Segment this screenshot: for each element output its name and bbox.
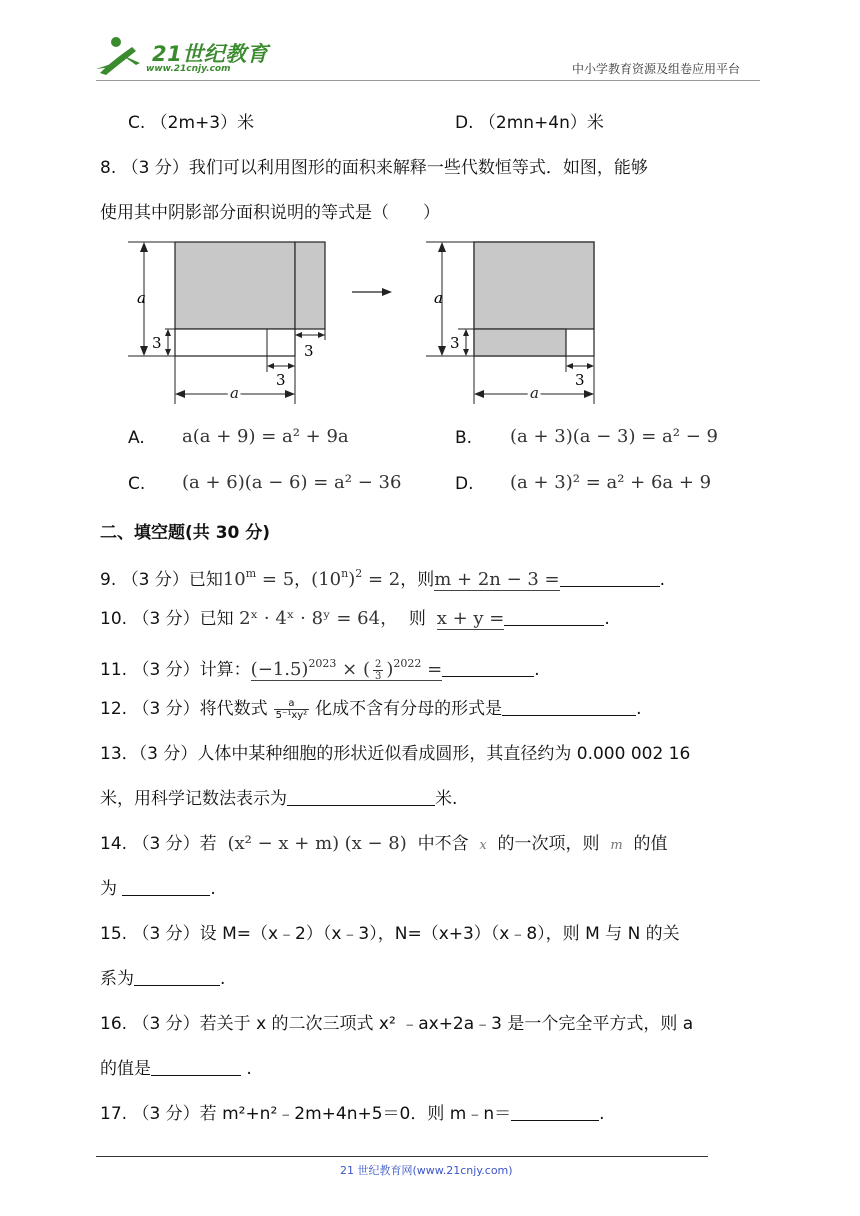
q14-var-m: m (610, 838, 623, 853)
logo-url: www.21cnjy.com (146, 64, 231, 74)
left-shaded-square (175, 242, 295, 329)
q15-line1: 15. （3 分）设 M=（x﹣2）（x﹣3），N=（x+3）（x﹣8），则 M 与 N 的关 (100, 924, 680, 944)
q11-expr: $(-1.5)^{2023}$ × ( $\frac{2}{3}$ )$^{2022}$ = (250, 657, 443, 682)
q14-var-x: x (479, 838, 487, 853)
q14-line2: 为 . (100, 879, 216, 899)
q10-question-expr: x + y = (436, 608, 505, 629)
q8-option-b-expr: (a + 3)(a − 3) = a² − 9 (510, 426, 718, 447)
q8-option-a-expr: a(a + 9) = a² + 9a (182, 426, 349, 447)
q17-answer-blank[interactable] (511, 1102, 599, 1121)
left-label-3-right: 3 (304, 342, 314, 360)
q13-line1: 13．（3 分）人体中某种细胞的形状近似看成圆形，其直径约为 0.000 002 16 (100, 744, 691, 764)
q9-question-expr: m + 2n − 3 = (434, 569, 560, 590)
q8-stem-line2: 使用其中阴影部分面积说明的等式是（ ） (100, 203, 440, 223)
q15-line2: 系为 . (100, 969, 226, 989)
right-shaded-top (474, 242, 594, 329)
footer-divider (96, 1156, 708, 1157)
q8-option-d-letter: D. (455, 474, 474, 494)
left-label-3-vertical: 3 (152, 334, 162, 352)
section-fill-in-title: 二、填空题(共 30 分) (100, 523, 271, 543)
right-label-3-vertical: 3 (450, 334, 460, 352)
q8-option-a-letter: A. (128, 428, 145, 448)
q8-option-c-letter: C. (128, 474, 146, 494)
q7-option-c: C. （2m+3）米 (128, 113, 255, 133)
left-bottom-strip (175, 329, 295, 356)
q9: 9. （3 分）已知$10^m = 5$，$(10^n)^2 = 2$，则m + 2n − 3 = . (100, 567, 666, 590)
right-diagram (426, 242, 594, 404)
right-shaded-bottom (474, 329, 566, 356)
q8-figure (120, 232, 610, 408)
q8-option-b-letter: B. (455, 428, 473, 448)
q13-line2: 米，用科学记数法表示为 米. (100, 789, 458, 809)
q9-answer-blank[interactable] (560, 568, 660, 587)
q16-line1: 16. （3 分）若关于 x 的二次三项式 x² ﹣ax+2a﹣3 是一个完全平方式，则 a (100, 1014, 694, 1034)
q13-answer-blank[interactable] (287, 787, 435, 806)
q10: 10. （3 分）已知 2ˣ · 4ˣ · 8ʸ = 64， 则 x + y = . (100, 608, 610, 629)
q11-answer-blank[interactable] (442, 658, 534, 677)
q16-answer-blank[interactable] (151, 1057, 241, 1076)
q14-expr1: (x² − x + m) (227, 833, 340, 854)
q9-expr2: $(10^n)^2 = 2$ (311, 567, 401, 590)
q7-option-d: D. （2mn+4n）米 (455, 113, 604, 133)
q16-line2: 的值是 . (100, 1059, 252, 1079)
q8-option-d-expr: (a + 3)² = a² + 6a + 9 (510, 472, 712, 493)
q12: 12. （3 分）将代数式 $\frac{a}{\text{5⁻¹xy²}}$ 化成不含有分母的形式是 . (100, 697, 642, 721)
right-label-a-vertical: a (434, 289, 443, 307)
logo-text: 21世纪教育 (152, 42, 269, 66)
q11: 11. （3 分）计算：$(-1.5)^{2023}$ × ( $\frac{2}{3}$ )$^{2022}$ = . (100, 657, 540, 682)
left-label-a-horizontal: a (230, 384, 239, 402)
header-platform-text: 中小学教育资源及组卷应用平台 (572, 62, 741, 76)
q14-answer-blank[interactable] (122, 877, 210, 896)
right-label-3-bottom: 3 (575, 371, 585, 389)
left-diagram (128, 242, 325, 404)
q9-expr1: $10^m = 5$ (222, 567, 295, 590)
q10-prefix: 10. （3 分）已知 (100, 609, 234, 629)
left-shaded-strip (295, 242, 325, 329)
q11-prefix: 11. （3 分）计算： (100, 660, 251, 680)
left-label-3-bottom: 3 (276, 371, 286, 389)
q10-expr: 2ˣ · 4ˣ · 8ʸ = 64， (239, 608, 399, 629)
transform-arrow (352, 288, 392, 296)
logo-runner-head (111, 37, 121, 47)
q12-fraction: $\frac{a}{\text{5⁻¹xy²}}$ (275, 697, 308, 721)
q14-line1: 14. （3 分）若 (x² − x + m) (x − 8) 中不含 x 的一次项，则 m 的值 (100, 833, 668, 854)
q8-option-c-expr: (a + 6)(a − 6) = a² − 36 (182, 472, 402, 493)
q15-answer-blank[interactable] (134, 967, 220, 986)
q12-answer-blank[interactable] (502, 697, 636, 716)
left-label-a-vertical: a (137, 289, 146, 307)
q10-answer-blank[interactable] (504, 607, 604, 626)
q17-line1: 17. （3 分）若 m²+n²﹣2m+4n+5＝0．则 m﹣n＝ . (100, 1104, 605, 1124)
q12-prefix: 12. （3 分）将代数式 (100, 699, 268, 719)
right-label-a-horizontal: a (530, 384, 539, 402)
q14-expr2: (x − 8) (344, 833, 407, 854)
q8-stem-line1: 8. （3 分）我们可以利用图形的面积来解释一些代数恒等式．如图，能够 (100, 158, 648, 178)
header-divider (96, 80, 760, 81)
q9-prefix: 9. （3 分）已知 (100, 570, 223, 590)
footer-text[interactable]: 21 世纪教育网(www.21cnjy.com) (340, 1164, 513, 1177)
